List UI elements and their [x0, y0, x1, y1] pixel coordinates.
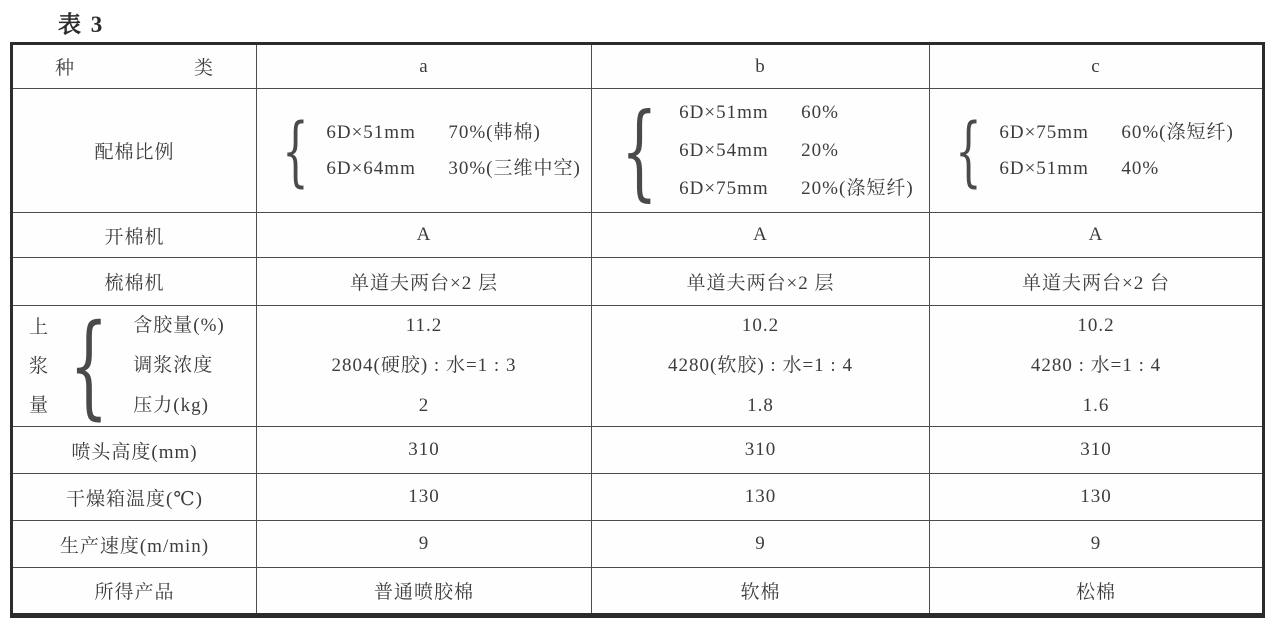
left-brace-icon: [955, 113, 982, 189]
fiber-percent: 60%(涤短纤): [1121, 121, 1234, 143]
row-dryer-temperature: [12, 474, 1264, 521]
table-caption: 表 3: [58, 12, 105, 37]
row-sizing-amount: [12, 306, 1264, 427]
nozzle-a-value: 310: [257, 427, 592, 474]
fiber-spec: 6D×51mm: [999, 157, 1089, 179]
row-nozzle-height: [12, 427, 1264, 474]
product-c-value: 松棉: [930, 568, 1264, 616]
opener-b-value: A: [592, 213, 930, 258]
sizing-sub-label: 含胶量(%): [133, 315, 225, 336]
glue-content-value: 10.2: [1077, 315, 1115, 336]
sizing-sub-label: 调浆浓度: [133, 355, 214, 376]
left-brace-icon: [621, 99, 658, 203]
product-row-label: 所得产品: [12, 568, 257, 616]
product-a-value: 普通喷胶棉: [257, 568, 592, 616]
pressure-value: 1.8: [747, 395, 774, 416]
fiber-spec: 6D×75mm: [679, 177, 769, 199]
opener-a-value: A: [257, 213, 592, 258]
fiber-spec: 6D×64mm: [326, 157, 416, 179]
speed-row-label: 生产速度(m/min): [12, 521, 257, 568]
nozzle-b-value: 310: [592, 427, 930, 474]
row-resulting-product: [12, 568, 1264, 616]
nozzle-row-label: 喷头高度(mm): [12, 427, 257, 474]
fiber-percent: 20%(涤短纤): [801, 177, 914, 199]
blend-b-cell: [592, 89, 930, 213]
left-brace-icon: [282, 113, 309, 189]
nozzle-c-value: 310: [930, 427, 1264, 474]
fiber-spec: 6D×54mm: [679, 139, 769, 161]
blend-c-cell: [930, 89, 1264, 213]
carding-b-value: 单道夫两台×2 层: [592, 258, 930, 306]
pressure-value: 2: [418, 395, 430, 416]
opener-row-label: 开棉机: [12, 213, 257, 258]
speed-b-value: 9: [592, 521, 930, 568]
column-header-b: b: [592, 44, 930, 89]
fiber-spec: 6D×51mm: [679, 101, 769, 123]
kind-label-second: 类: [193, 58, 214, 79]
kind-label-first: 种: [55, 58, 76, 79]
blend-row-label: 配棉比例: [12, 89, 257, 213]
fiber-spec: 6D×51mm: [326, 121, 416, 143]
sizing-row-label-cell: [12, 306, 257, 427]
carding-row-label: 梳棉机: [12, 258, 257, 306]
paste-ratio-value: 4280 : 水=1 : 4: [1030, 355, 1162, 376]
fiber-percent: 20%: [801, 139, 839, 161]
kind-header-cell: [12, 44, 257, 89]
sizing-sub-label: 压力(kg): [133, 395, 209, 416]
paste-ratio-value: 4280(软胶) : 水=1 : 4: [668, 355, 853, 376]
row-opening-machine: [12, 213, 1264, 258]
dryer-a-value: 130: [257, 474, 592, 521]
sizing-a-values: [257, 306, 592, 427]
row-carding-machine: [12, 258, 1264, 306]
pressure-value: 1.6: [1082, 395, 1110, 416]
blend-a-cell: [257, 89, 592, 213]
dryer-row-label: 干燥箱温度(℃): [12, 474, 257, 521]
column-header-a: a: [257, 44, 592, 89]
carding-a-value: 单道夫两台×2 层: [257, 258, 592, 306]
fiber-percent: 70%(韩棉): [448, 121, 541, 143]
speed-c-value: 9: [930, 521, 1264, 568]
sizing-vertical-label: 上 浆 量: [29, 316, 50, 416]
left-brace-icon: [69, 310, 109, 422]
paste-ratio-value: 2804(硬胶) : 水=1 : 3: [331, 355, 517, 376]
product-b-value: 软棉: [592, 568, 930, 616]
process-parameters-table: [10, 42, 1265, 618]
fiber-percent: 30%(三维中空): [448, 157, 581, 179]
carding-c-value: 单道夫两台×2 台: [930, 258, 1264, 306]
sizing-b-values: [592, 306, 930, 427]
header-row: [12, 44, 1264, 89]
row-blend-ratio: [12, 89, 1264, 213]
glue-content-value: 11.2: [405, 315, 443, 336]
dryer-b-value: 130: [592, 474, 930, 521]
speed-a-value: 9: [257, 521, 592, 568]
sizing-c-values: [930, 306, 1264, 427]
opener-c-value: A: [930, 213, 1264, 258]
row-production-speed: [12, 521, 1264, 568]
glue-content-value: 10.2: [741, 315, 780, 336]
fiber-percent: 40%: [1121, 157, 1160, 179]
fiber-spec: 6D×75mm: [999, 121, 1089, 143]
dryer-c-value: 130: [930, 474, 1264, 521]
fiber-percent: 60%: [801, 101, 839, 123]
column-header-c: c: [930, 44, 1264, 89]
